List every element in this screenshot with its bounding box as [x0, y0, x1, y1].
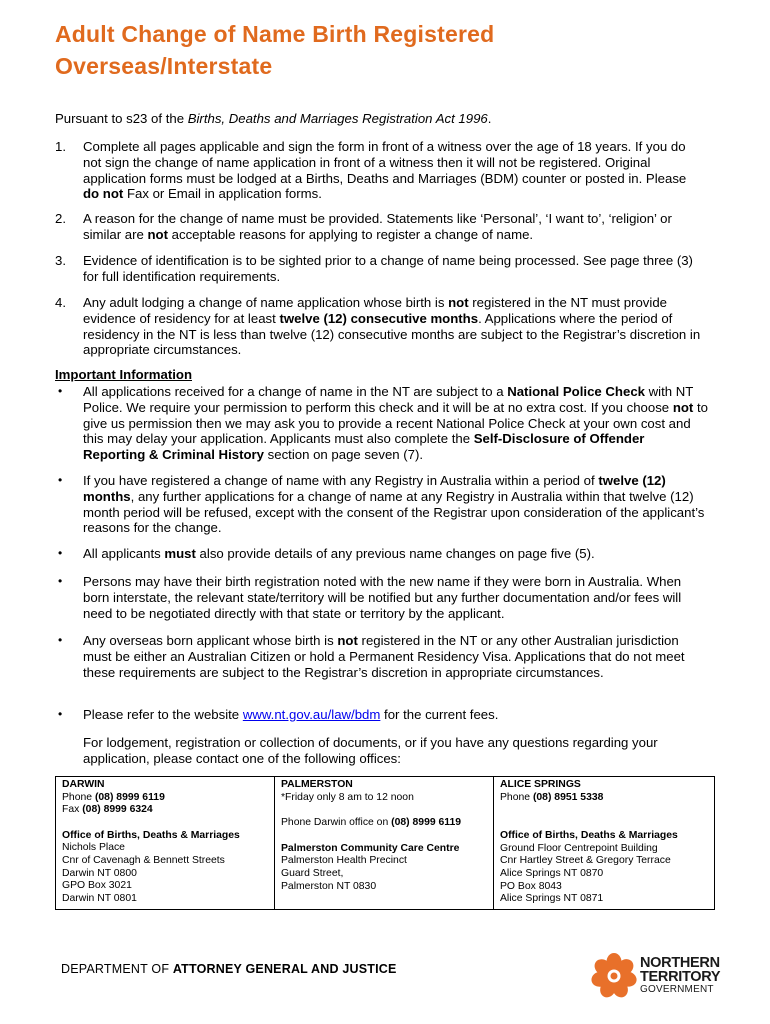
phone-number: (08) 8951 5338: [532, 791, 604, 803]
office-phone: [500, 792, 708, 805]
intro-prefix: Pursuant to s23 of the: [55, 111, 188, 126]
address-line: Guard Street,: [281, 867, 344, 879]
bullet-text: All applicants: [83, 546, 165, 561]
address-line: Palmerston NT 0830: [281, 880, 377, 892]
bullet-bold: twelve (12) months: [83, 473, 666, 504]
bullet-text: Any overseas born applicant whose birth is: [83, 633, 338, 648]
item-number: 4.: [55, 295, 66, 310]
office-phone: [62, 792, 268, 805]
office-phone: [281, 817, 487, 830]
bullet-bold: not: [337, 633, 358, 648]
nt-government-wordmark: [640, 956, 720, 996]
office-hours: *Friday only 8 am to 12 noon: [281, 791, 414, 803]
address-line: GPO Box 3021: [62, 880, 132, 892]
item-bold: not: [448, 295, 469, 310]
dept-bold: ATTORNEY GENERAL AND JUSTICE: [172, 962, 397, 976]
address-line: Palmerston Health Precinct: [281, 855, 407, 867]
bullet-text: Persons may have their birth registration noted with the new name if they were born in Australia. When born interstate, the relevant state/territory will be notified but any further documentation and/or fees will need to be negotiated directly with that state or territory by the applicant.: [83, 574, 682, 621]
phone-number: (08) 8999 6119: [94, 791, 165, 803]
logo-line-1: NORTHERN: [640, 955, 720, 971]
office-name: DARWIN: [62, 779, 105, 790]
address-line: Darwin NT 0801: [62, 892, 137, 904]
bullet-bold: must: [164, 546, 196, 561]
address-line: Alice Springs NT 0870: [500, 867, 604, 879]
phone-label: Phone: [62, 791, 95, 803]
bullet-text: If you have registered a change of name with any Registry in Australia within a period of: [83, 473, 599, 488]
item-text: Complete all pages applicable and sign the form in front of a witness over the age of 18 years. If you do not sign the change of name application in front of a witness then it will not be registered. Original application forms must be lodged at a Births, Deaths and Marriages (BDM) counter or posted in. Please: [83, 139, 687, 186]
office-palmerston: [275, 777, 494, 910]
item-number: 3.: [55, 253, 66, 268]
item-text: Any adult lodging a change of name application whose birth is: [83, 295, 449, 310]
phone-number: (08) 8999 6119: [391, 817, 462, 829]
bdm-website-link[interactable]: www.nt.gov.au/law/bdm: [242, 707, 381, 722]
item-text: A reason for the change of name must be provided. Statements like ‘Personal’, ‘I want to’, ‘religion’ or similar are: [83, 211, 672, 242]
department-name: [61, 962, 397, 976]
item-bold: not: [147, 226, 168, 242]
bullet-icon: •: [58, 633, 63, 647]
act-name: Births, Deaths and Marriages Registration Act 1996: [187, 111, 488, 126]
item-text: . Applications where the period of residency in the NT is less than twelve (12) consecutive months are subject to the Registrar’s discretion in appropriate circumstances.: [83, 310, 701, 358]
address-line: Ground Floor Centrepoint Building: [500, 842, 658, 854]
offices-table: [55, 776, 715, 910]
item-text: Evidence of identification is to be sighted prior to a change of name being processed. See page three (3) for full identification requirements.: [83, 253, 693, 284]
bullet-bold: Self-Disclosure of Offender Reporting & Criminal History: [83, 431, 645, 463]
address-line: Cnr of Cavenagh & Bennett Streets: [62, 854, 225, 866]
intro-suffix: .: [487, 111, 492, 126]
phone-label: Phone Darwin office on: [281, 817, 392, 829]
title-line-1: Adult Change of Name Birth Registered: [55, 21, 495, 47]
address-line: Darwin NT 0800: [62, 867, 137, 879]
address-line: Alice Springs NT 0871: [500, 893, 604, 905]
item-text: acceptable reasons for applying to register a change of name.: [168, 226, 534, 242]
office-title: Office of Births, Deaths & Marriages: [62, 829, 240, 841]
office-name: ALICE SPRINGS: [500, 779, 581, 790]
logo-line-3: GOVERNMENT: [640, 984, 714, 995]
item-text: Fax or Email in application forms.: [123, 186, 322, 202]
bullet-text: Please refer to the website: [83, 707, 243, 722]
bullet-icon: •: [58, 574, 63, 588]
phone-label: Phone: [500, 791, 533, 803]
bullet-icon: •: [58, 546, 63, 560]
important-info-heading: Important Information: [55, 367, 192, 382]
page-title: [55, 18, 735, 82]
bullet-bold: National Police Check: [507, 384, 645, 399]
title-line-2: Overseas/Interstate: [55, 53, 273, 79]
bullet-text: with NT Police. We require your permission to perform this check and it will be at no extra cost. If you choose: [83, 384, 694, 415]
bullet-bold: not: [672, 399, 694, 415]
address-line: PO Box 8043: [500, 880, 562, 892]
address-line: Nichols Place: [62, 842, 125, 854]
office-fax: [62, 804, 268, 817]
item-bold: do not: [83, 186, 124, 202]
office-name: PALMERSTON: [281, 779, 353, 790]
flower-icon: [590, 953, 638, 1000]
dept-prefix: DEPARTMENT OF: [61, 962, 173, 976]
bullet-text: section on page seven (7).: [263, 447, 424, 463]
intro-paragraph: [55, 111, 715, 127]
item-bold: twelve (12) consecutive months: [279, 310, 479, 326]
office-alice-springs: [494, 777, 715, 910]
bullet-text: to give us permission then we may ask you to provide a recent National Police Check at your own cost and this may delay your application. Applicants must also complete the: [83, 399, 708, 447]
item-number: 2.: [55, 211, 66, 226]
item-number: 1.: [55, 139, 66, 154]
bullet-text: for the current fees.: [380, 707, 499, 722]
fax-label: Fax: [62, 804, 83, 816]
bullet-text: , any further applications for a change of name at any Registry in Australia within that twelve (12) month period will be refused, except with the consent of the Registrar upon consideration of the applicant’s reasons for the change.: [83, 488, 705, 536]
address-line: Cnr Hartley Street & Gregory Terrace: [500, 855, 671, 867]
item-text: registered in the NT must provide evidence of residency for at least: [83, 295, 668, 326]
logo-line-2: TERRITORY: [640, 969, 721, 985]
office-darwin: [56, 777, 275, 910]
bullet-icon: •: [58, 707, 63, 721]
office-title: Office of Births, Deaths & Marriages: [500, 830, 678, 842]
bullet-text: also provide details of any previous name changes on page five (5).: [195, 546, 595, 561]
bullet-icon: •: [58, 384, 63, 398]
office-title: Palmerston Community Care Centre: [281, 842, 460, 854]
contact-intro: For lodgement, registration or collection of documents, or if you have any questions regarding your application, please contact one of the following offices:: [83, 735, 658, 766]
fax-number: (08) 8999 6324: [82, 804, 153, 816]
bullet-icon: •: [58, 473, 63, 487]
bullet-text: registered in the NT or any other Australian jurisdiction must be either an Australian Citizen or hold a Permanent Residency Visa. Applications that do not meet these requirements are subject to the Registrar’s discretion in appropriate circumstances.: [83, 633, 685, 680]
bullet-text: All applications received for a change of name in the NT are subject to a: [83, 384, 508, 399]
